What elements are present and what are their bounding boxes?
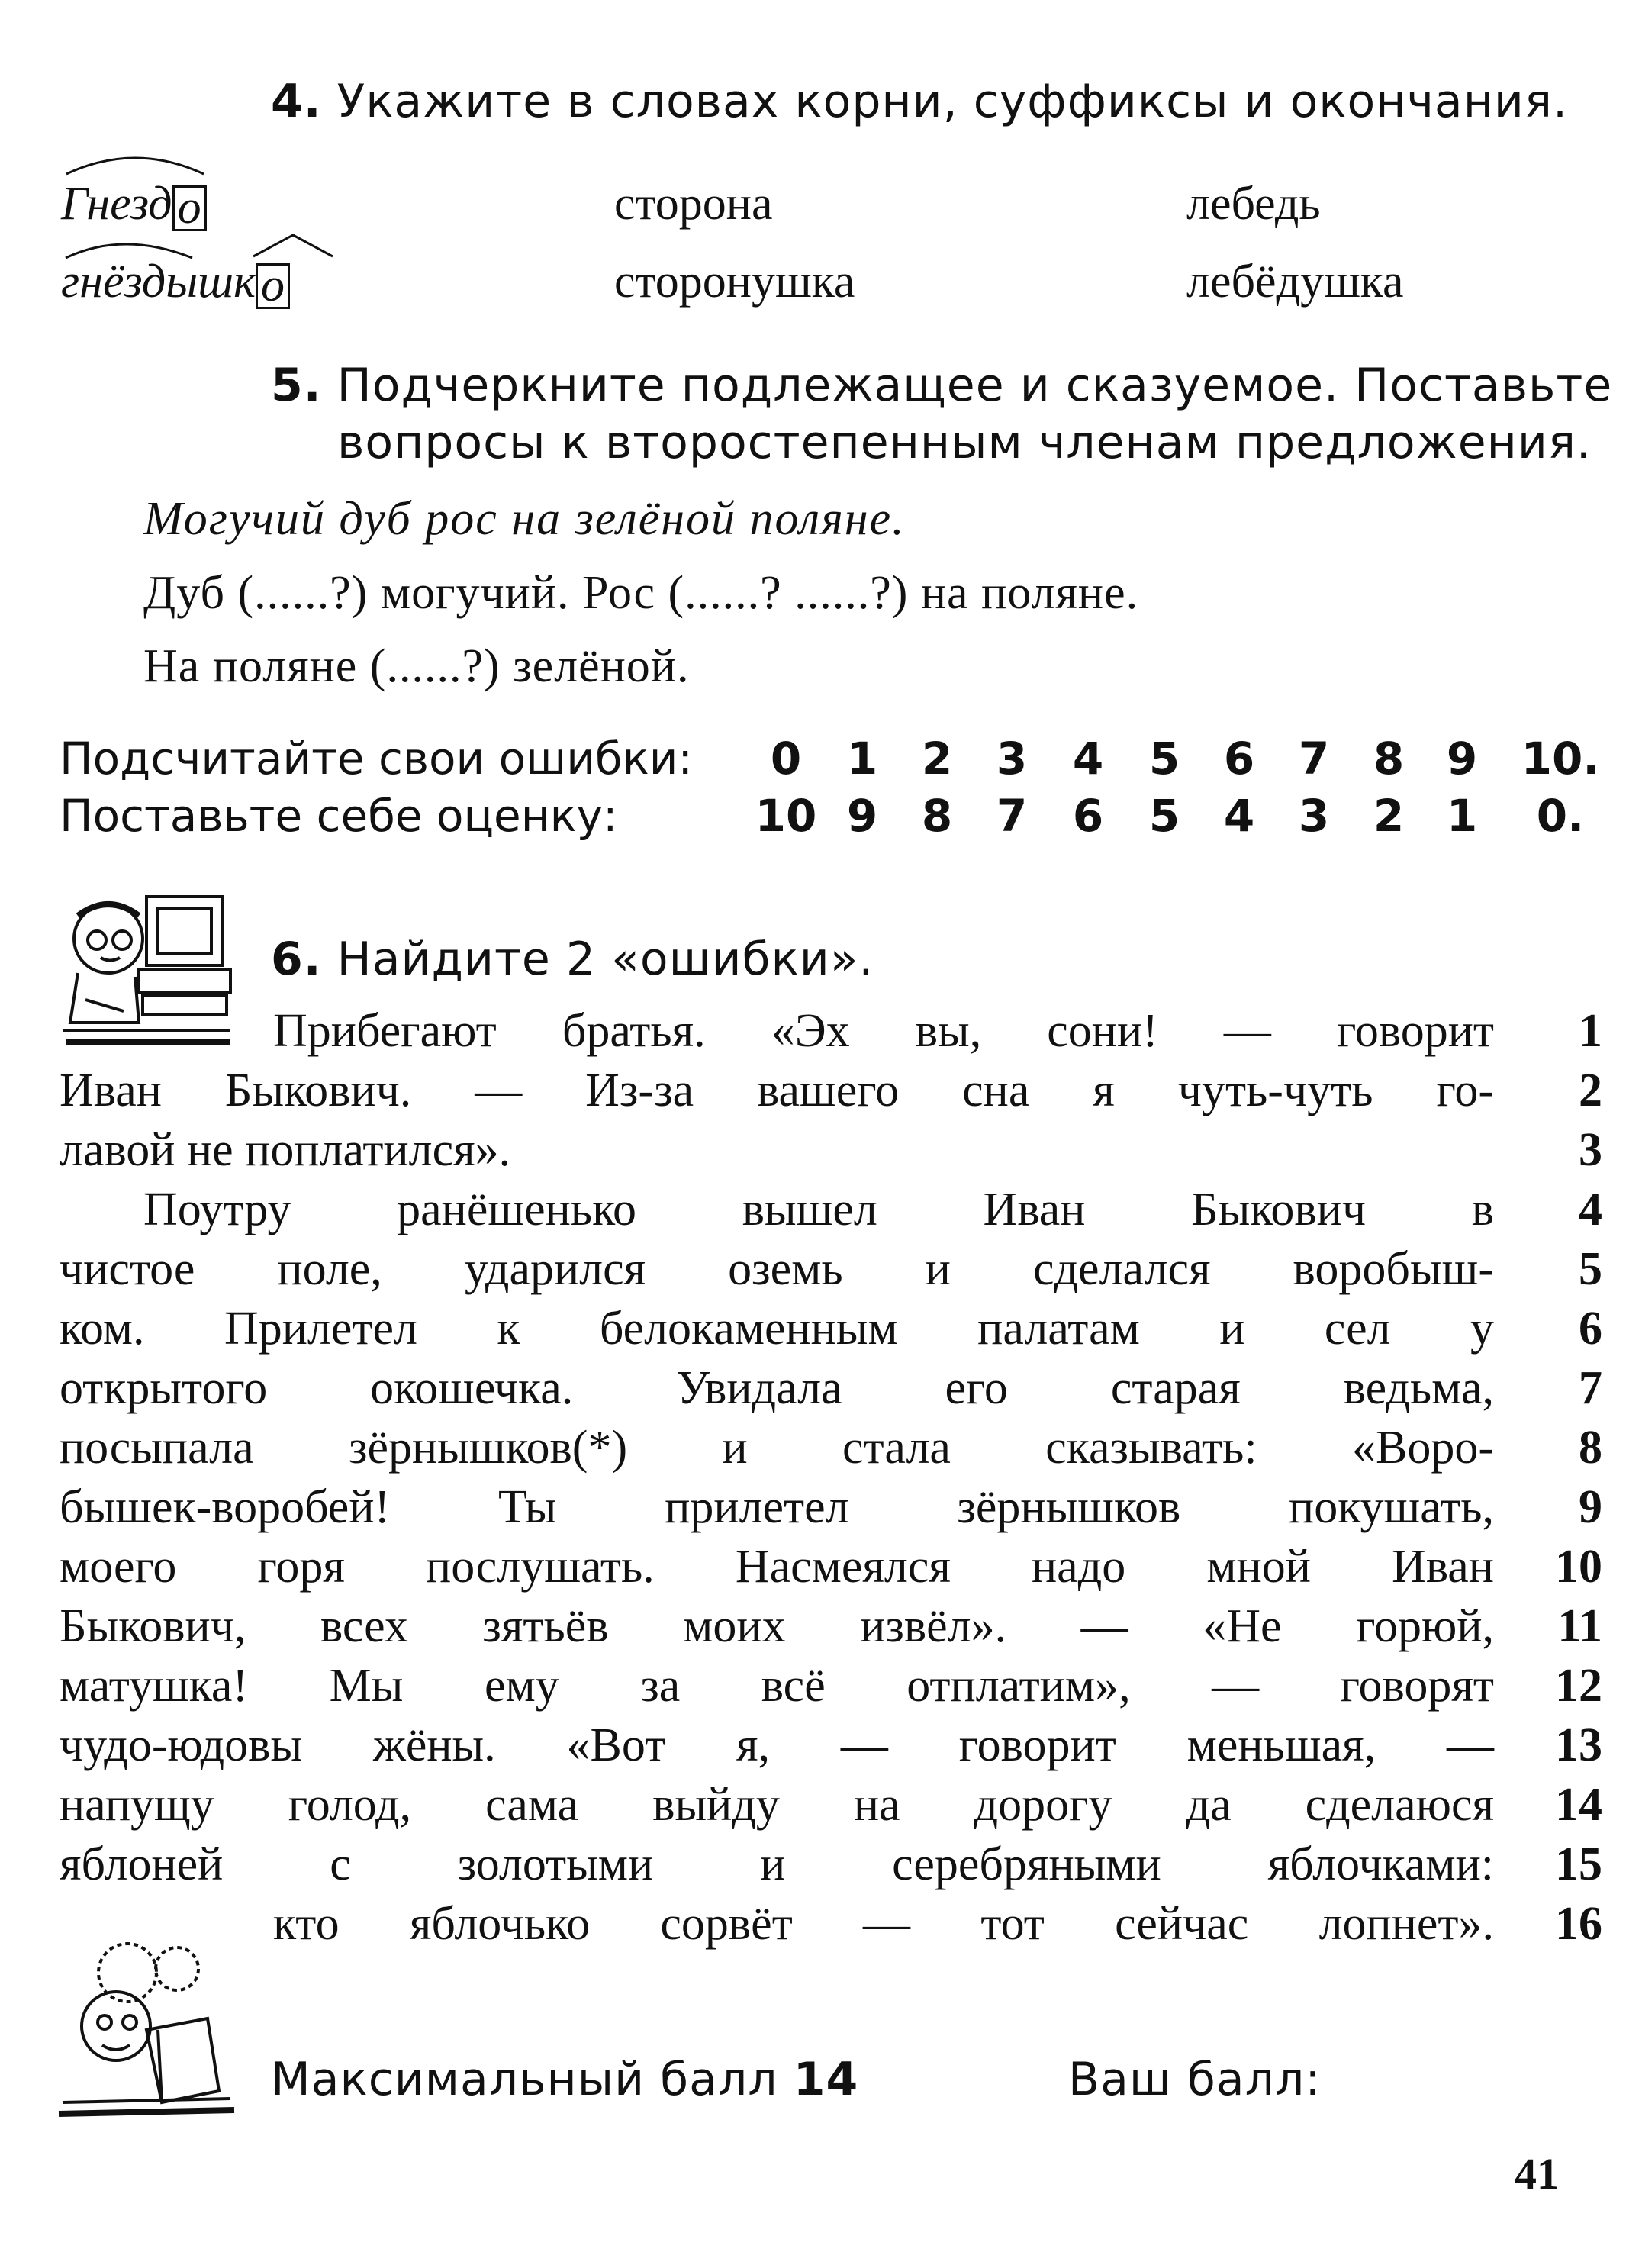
text-line-1: Прибегают братья. «Эх вы, сони! — говорит	[273, 1005, 1494, 1057]
task6-heading	[271, 933, 874, 986]
morpheme-example-2	[61, 255, 290, 309]
text-line-16: кто яблочько сорвёт — тот сейчас лопнет».	[273, 1898, 1494, 1950]
task6-number: 6.	[271, 933, 322, 986]
errors-label: Подсчитайте свои ошибки:	[60, 733, 693, 784]
error-count-1: 1	[846, 733, 878, 784]
line-number-3: 3	[1579, 1124, 1602, 1176]
word-lebedushka: лебёдушка	[1186, 256, 1404, 308]
grade-2: 2	[1373, 790, 1405, 842]
text-line-11: Быкович, всех зятьёв моих извёл». — «Не горюй,	[60, 1600, 1494, 1652]
word-storonushka: сторонушка	[614, 256, 855, 308]
example-root-1: Гнезд	[61, 178, 172, 230]
error-count-6: 6	[1223, 733, 1255, 784]
error-count-4: 4	[1072, 733, 1104, 784]
grade-9: 9	[846, 790, 878, 842]
line-number-11: 11	[1557, 1600, 1602, 1652]
text-line-3: лавой не поплатился».	[60, 1124, 511, 1176]
grade-3: 3	[1298, 790, 1330, 842]
line-number-1: 1	[1579, 1005, 1602, 1057]
girl-reading-illustration	[55, 1938, 238, 2121]
line-number-13: 13	[1555, 1719, 1602, 1771]
grade-1: 1	[1446, 790, 1478, 842]
grade-4: 4	[1223, 790, 1255, 842]
page-number: 41	[1515, 2149, 1559, 2199]
task4-number: 4.	[271, 75, 322, 128]
example-root-2: гнёзд	[61, 256, 166, 308]
text-line-14: напущу голод, сама выйду на дорогу да сделаюся	[60, 1779, 1494, 1831]
text-line-15: яблоней с золотыми и серебряными яблочками:	[60, 1838, 1494, 1890]
task5-question-line1: Дуб (......?) могучий. Рос (......? ......?) на поляне.	[143, 567, 1139, 619]
grade-10: 10	[755, 790, 817, 842]
root-arc-mark-1	[63, 147, 215, 177]
text-line-4: Поутру ранёшенько вышел Иван Быкович в	[143, 1184, 1494, 1235]
line-number-10: 10	[1555, 1541, 1602, 1593]
line-number-5: 5	[1579, 1243, 1602, 1295]
max-score	[271, 2053, 858, 2106]
task5-question-line2: На поляне (......?) зелёной.	[143, 640, 690, 692]
text-line-2: Иван Быкович. — Из-за вашего сна я чуть-чуть го-	[60, 1065, 1494, 1116]
grade-5: 5	[1148, 790, 1180, 842]
grade-label: Поставьте себе оценку:	[60, 790, 618, 842]
task6-title: Найдите 2 «ошибки».	[336, 933, 874, 986]
error-count-5: 5	[1148, 733, 1180, 784]
task4-text: Укажите в словах корни, суффиксы и окончания.	[336, 75, 1569, 128]
text-line-9: бышек-воробей! Ты прилетел зёрнышков покушать,	[60, 1481, 1494, 1533]
error-count-2: 2	[921, 733, 953, 784]
example-ending-2: о	[256, 263, 290, 309]
your-score-label: Ваш балл:	[1068, 2053, 1322, 2106]
line-number-7: 7	[1579, 1362, 1602, 1414]
text-line-13: чудо-юдовы жёны. «Вот я, — говорит меньшая, —	[60, 1719, 1494, 1771]
error-count-8: 8	[1373, 733, 1405, 784]
word-storona: сторона	[614, 178, 773, 230]
line-number-15: 15	[1555, 1838, 1602, 1890]
task5-heading	[271, 359, 1612, 412]
text-line-10: моего горя послушать. Насмеялся надо мной Иван	[60, 1541, 1494, 1593]
line-number-2: 2	[1579, 1065, 1602, 1116]
child-computer-illustration	[55, 885, 238, 1061]
text-line-5: чистое поле, ударился оземь и сделался воробыш-	[60, 1243, 1494, 1295]
morpheme-example-1	[61, 177, 207, 234]
grade-0: 0.	[1536, 790, 1585, 842]
text-line-6: ком. Прилетел к белокаменным палатам и сел у	[60, 1303, 1494, 1355]
text-line-8: посыпала зёрнышков(*) и стала сказывать: «Воро-	[60, 1422, 1494, 1474]
max-score-label: Максимальный балл	[271, 2053, 778, 2106]
line-number-16: 16	[1555, 1898, 1602, 1950]
suffix-root-marks-2	[63, 227, 383, 261]
task5-line2: вопросы к второстепенным членам предложения.	[337, 416, 1592, 469]
example-ending-1: о	[172, 185, 207, 231]
max-score-value: 14	[793, 2053, 859, 2106]
error-count-3: 3	[996, 733, 1028, 784]
task5-line1: Подчеркните подлежащее и сказуемое. Поставьте	[336, 359, 1613, 412]
grade-6: 6	[1072, 790, 1104, 842]
line-number-14: 14	[1555, 1779, 1602, 1831]
error-count-9: 9	[1446, 733, 1478, 784]
task5-sentence: Могучий дуб рос на зелёной поляне.	[143, 493, 906, 545]
error-count-10: 10.	[1521, 733, 1600, 784]
grade-7: 7	[996, 790, 1028, 842]
task4-heading	[271, 75, 1568, 128]
line-number-9: 9	[1579, 1481, 1602, 1533]
error-count-0: 0	[770, 733, 802, 784]
line-number-8: 8	[1579, 1422, 1602, 1474]
line-number-12: 12	[1555, 1660, 1602, 1712]
example-suffix-2: ышк	[166, 256, 256, 308]
error-count-7: 7	[1298, 733, 1330, 784]
line-number-6: 6	[1579, 1303, 1602, 1355]
task5-number: 5.	[271, 359, 322, 412]
text-line-12: матушка! Мы ему за всё отплатим», — говорят	[60, 1660, 1494, 1712]
line-number-4: 4	[1579, 1184, 1602, 1235]
grade-8: 8	[921, 790, 953, 842]
word-lebed: лебедь	[1186, 178, 1321, 230]
text-line-7: открытого окошечка. Увидала его старая ведьма,	[60, 1362, 1494, 1414]
